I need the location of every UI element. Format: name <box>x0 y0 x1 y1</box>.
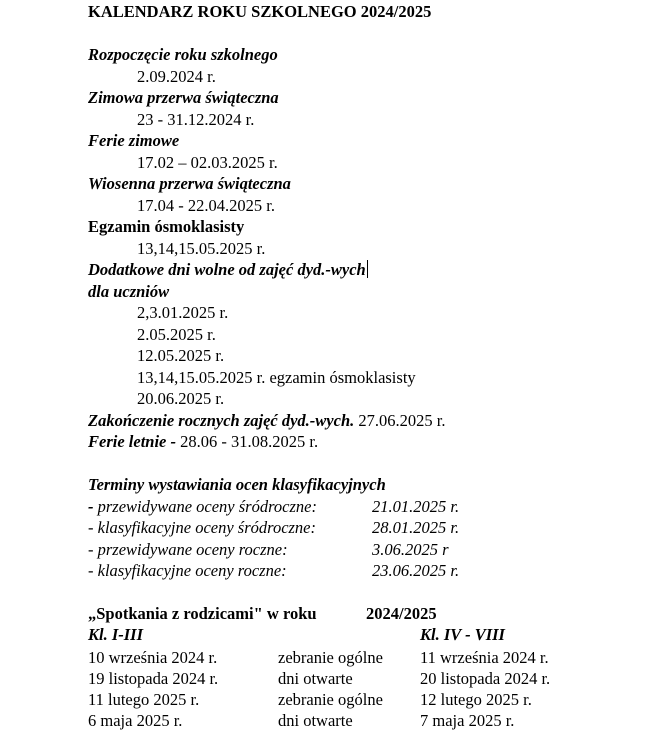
meeting-left-date: 11 lutego 2025 r. <box>88 690 200 709</box>
meetings-col-right-header: Kl. IV - VIII <box>420 625 505 644</box>
days-off-label-line1: Dodatkowe dni wolne od zajęć dyd.-wych <box>88 260 366 279</box>
days-off-date: 2.05.2025 r. <box>137 325 216 344</box>
winter-break-date: 23 - 31.12.2024 r. <box>137 110 255 129</box>
text-cursor <box>367 260 368 278</box>
exam-label: Egzamin ósmoklasisty <box>88 217 245 236</box>
meeting-left-date: 6 maja 2025 r. <box>88 711 183 730</box>
winter-break-label: Zimowa przerwa świąteczna <box>88 88 279 107</box>
meetings-year: 2024/2025 <box>366 604 437 623</box>
meeting-left-date: 19 listopada 2024 r. <box>88 669 219 688</box>
start-label: Rozpoczęcie roku szkolnego <box>88 45 278 64</box>
meeting-right-date: 12 lutego 2025 r. <box>420 690 532 709</box>
meeting-right-date: 20 listopada 2024 r. <box>420 669 551 688</box>
days-off-date: 20.06.2025 r. <box>137 389 225 408</box>
grades-row <box>88 496 317 517</box>
grades-row-label: przewidywane oceny śródroczne: <box>93 497 317 516</box>
grades-heading: Terminy wystawiania ocen klasyfikacyjnych <box>88 475 386 494</box>
meeting-type: dni otwarte <box>278 711 353 730</box>
grades-row-label: - klasyfikacyjne oceny śródroczne: <box>88 518 317 537</box>
winter-holidays-label: Ferie zimowe <box>88 131 180 150</box>
days-off-date: 12.05.2025 r. <box>137 346 225 365</box>
exam-date: 13,14,15.05.2025 r. <box>137 239 266 258</box>
meeting-right-date: 11 września 2024 r. <box>420 648 549 667</box>
spring-break-label: Wiosenna przerwa świąteczna <box>88 174 291 193</box>
meetings-heading: „Spotkania z rodzicami" w roku <box>88 604 317 623</box>
spring-break-date: 17.04 - 22.04.2025 r. <box>137 196 275 215</box>
grades-row-dash: - <box>88 497 94 516</box>
meetings-col-left-header: Kl. I-III <box>88 625 144 644</box>
meeting-type: zebranie ogólne <box>278 648 383 667</box>
grades-row-label: - klasyfikacyjne oceny roczne: <box>88 561 287 580</box>
days-off-label-line2: dla uczniów <box>88 282 170 301</box>
end-of-classes-label: Zakończenie rocznych zajęć dyd.-wych. <box>88 411 355 430</box>
summer-holidays-label: Ferie letnie - <box>88 432 176 451</box>
meeting-type: dni otwarte <box>278 669 353 688</box>
grades-row-date: 28.01.2025 r. <box>372 518 460 537</box>
start-date: 2.09.2024 r. <box>137 67 216 86</box>
end-of-classes-date: 27.06.2025 r. <box>358 411 446 430</box>
winter-holidays-date: 17.02 – 02.03.2025 r. <box>137 153 278 172</box>
summer-holidays <box>88 431 318 452</box>
meeting-left-date: 10 września 2024 r. <box>88 648 218 667</box>
summer-holidays-date: 28.06 - 31.08.2025 r. <box>180 432 319 451</box>
grades-row-date: 21.01.2025 r. <box>372 497 460 516</box>
page-title: KALENDARZ ROKU SZKOLNEGO 2024/2025 <box>88 2 432 21</box>
days-off-label <box>88 259 368 280</box>
grades-row-date: 23.06.2025 r. <box>372 561 460 580</box>
grades-row-date: 3.06.2025 r <box>372 540 449 559</box>
days-off-date: 2,3.01.2025 r. <box>137 303 229 322</box>
days-off-date: 13,14,15.05.2025 r. egzamin ósmoklasisty <box>137 368 416 387</box>
end-of-classes <box>88 410 445 431</box>
meeting-type: zebranie ogólne <box>278 690 383 709</box>
grades-row-label: - przewidywane oceny roczne: <box>88 540 288 559</box>
meeting-right-date: 7 maja 2025 r. <box>420 711 515 730</box>
